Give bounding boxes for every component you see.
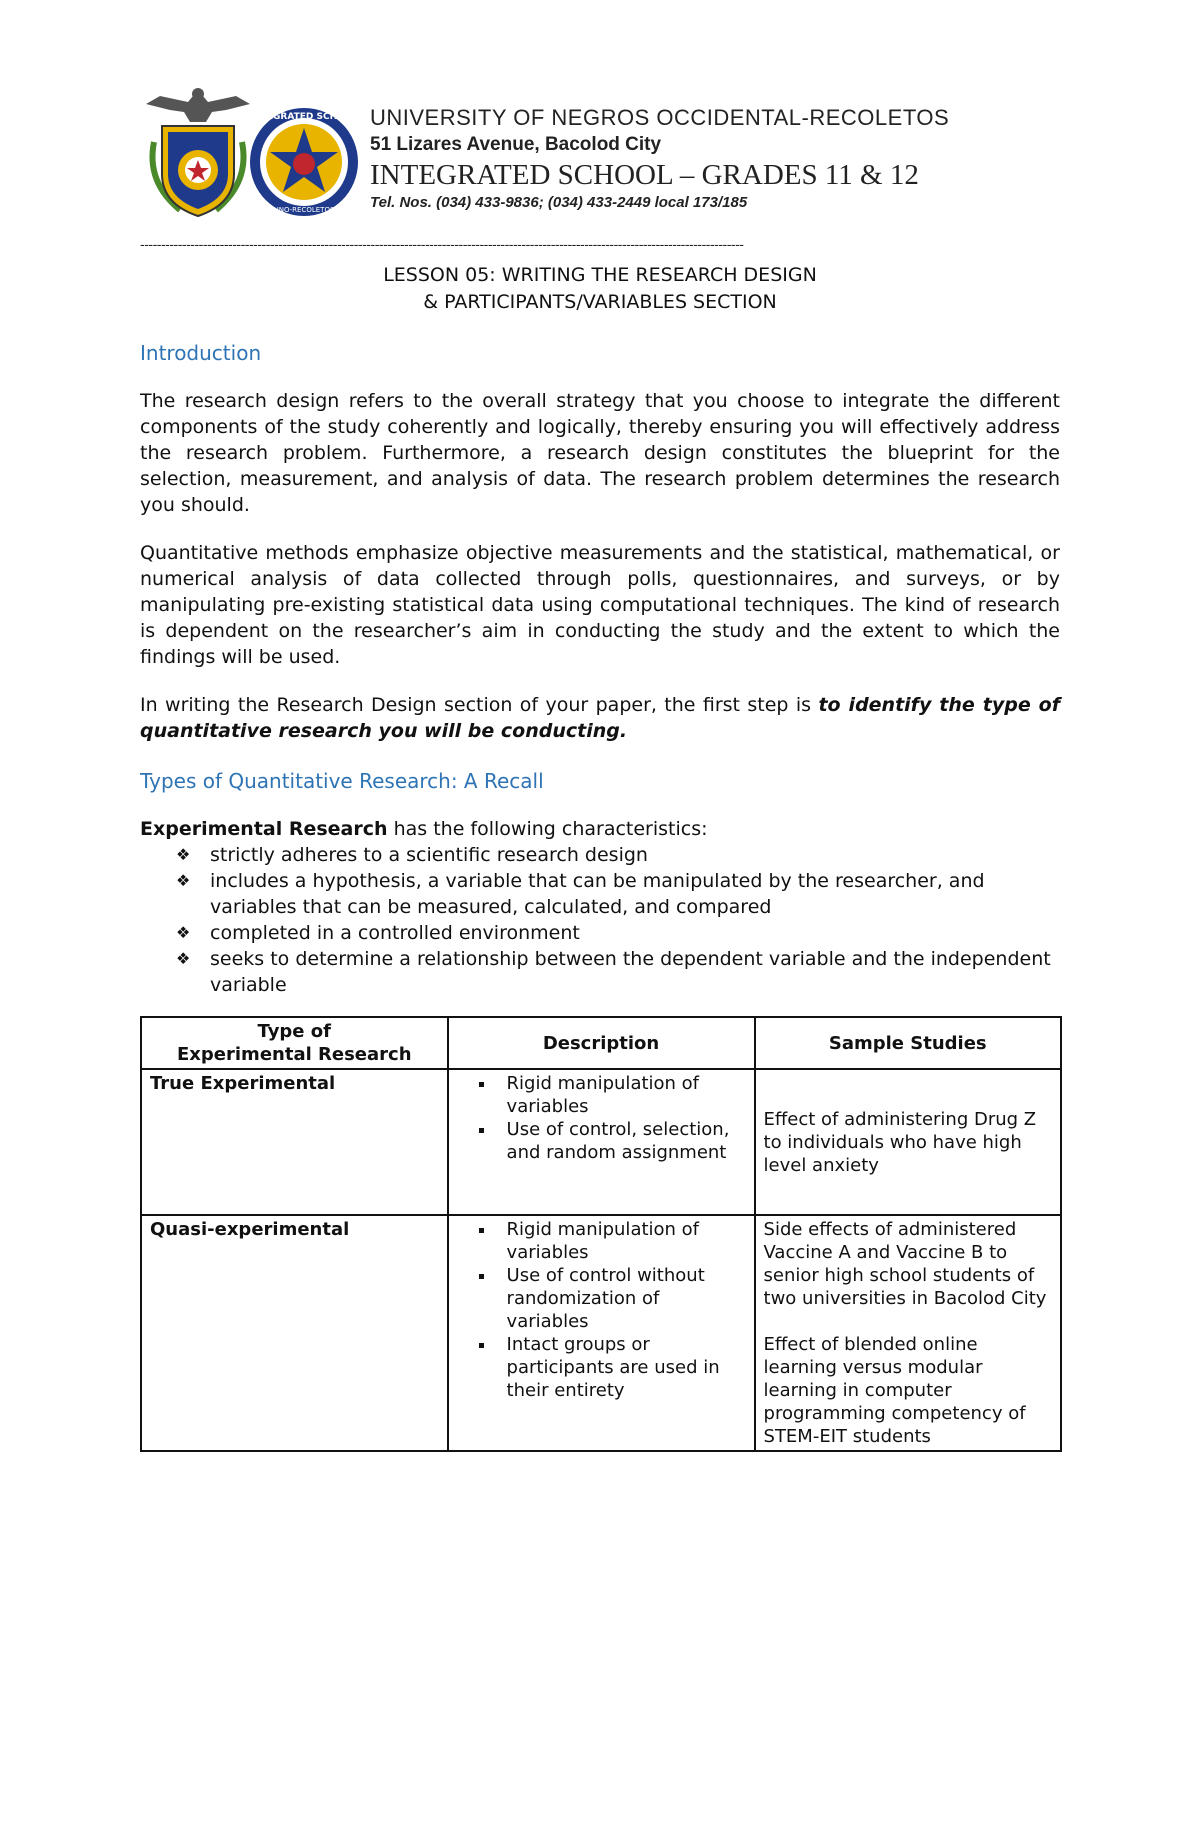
- diamond-bullet-icon: ❖: [176, 923, 191, 942]
- intro-paragraph-3-text: In writing the Research Design section of your paper, the first step is: [140, 694, 819, 716]
- type-cell: Quasi-experimental: [141, 1215, 448, 1451]
- sample-cell: [755, 1069, 1061, 1215]
- diamond-bullet-icon: ❖: [176, 845, 191, 864]
- logo2-bottom-text: UNO-RECOLETOS: [273, 206, 335, 214]
- intro-paragraph-3-emphasis: to identify the type of quantitative research you will be conducting.: [140, 694, 1060, 742]
- header-separator: ------------------------------------------------------------------------------------------------------------------------------------------------: [140, 238, 744, 253]
- types-heading: Types of Quantitative Research: A Recall: [140, 769, 544, 793]
- characteristic-text: seeks to determine a relationship between the dependent variable and the independent variable: [210, 948, 1051, 996]
- header-type: [141, 1017, 448, 1069]
- intro-paragraph-2: Quantitative methods emphasize objective measurements and the statistical, mathematical, or numerical analysis of data collected through polls, questionnaires, and surveys, or by manipulating pre-existing statistical data using computational techniques. The kind of research is dependent on the researcher’s aim in conducting the study and the extent to which the findings will be used.: [140, 542, 1060, 668]
- experimental-intro: [140, 816, 1060, 842]
- header-type-line2: Experimental Research: [177, 1044, 412, 1065]
- table-row: [141, 1069, 1061, 1215]
- lesson-title: [140, 262, 1060, 316]
- letterhead-text: [370, 104, 1070, 214]
- list-item: Rigid manipulation of variables: [507, 1072, 746, 1118]
- list-item: [176, 946, 1060, 998]
- telephone-numbers: Tel. Nos. (034) 433-9836; (034) 433-2449 local 173/185: [370, 194, 748, 211]
- sample-study: Side effects of administered Vaccine A and Vaccine B to senior high school students of two universities in Bacolod City: [763, 1219, 1047, 1309]
- description-list: [457, 1218, 746, 1402]
- type-cell: True Experimental: [141, 1069, 448, 1215]
- experimental-label: Experimental Research: [140, 818, 388, 840]
- description-cell: [448, 1215, 755, 1451]
- characteristic-text: completed in a controlled environment: [210, 922, 580, 944]
- list-item: [176, 842, 1060, 868]
- experimental-suffix: has the following characteristics:: [387, 818, 708, 840]
- experimental-types-table: [140, 1016, 1062, 1452]
- characteristic-text: strictly adheres to a scientific research design: [210, 844, 648, 866]
- table-row: [141, 1215, 1061, 1451]
- lesson-title-line2: & PARTICIPANTS/VARIABLES SECTION: [423, 291, 777, 313]
- list-item: [176, 868, 1060, 920]
- diamond-bullet-icon: ❖: [176, 949, 191, 968]
- intro-paragraph-1: The research design refers to the overall strategy that you choose to integrate the different components of the study coherently and logically, thereby ensuring you will effectively address the research problem. Furthermore, a research design constitutes the blueprint for the selection, measurement, and analysis of data. The research problem determines the research you should.: [140, 390, 1060, 516]
- header-type-line1: Type of: [257, 1021, 331, 1042]
- introduction-heading: Introduction: [140, 341, 262, 365]
- list-item: Rigid manipulation of variables: [507, 1218, 746, 1264]
- header-sample-studies: Sample Studies: [755, 1017, 1061, 1069]
- logo2-top-text: INTEGRATED SCHOOL: [249, 112, 359, 122]
- letterhead: [140, 82, 1060, 232]
- characteristic-text: includes a hypothesis, a variable that can be manipulated by the researcher, and variables that can be measured, calculated, and compared: [210, 870, 985, 918]
- lesson-title-line1: LESSON 05: WRITING THE RESEARCH DESIGN: [383, 264, 817, 286]
- integrated-school-logo: [248, 106, 360, 218]
- school-name: INTEGRATED SCHOOL – GRADES 11 & 12: [370, 159, 919, 191]
- sample-cell: [755, 1215, 1061, 1451]
- university-address: 51 Lizares Avenue, Bacolod City: [370, 134, 662, 155]
- lesson-content: [140, 262, 1060, 998]
- list-item: Use of control without randomization of variables: [507, 1264, 746, 1333]
- list-item: [176, 920, 1060, 946]
- sample-study: Effect of blended online learning versus modular learning in computer programming competency of STEM-EIT students: [763, 1334, 1026, 1447]
- list-item: Intact groups or participants are used in their entirety: [507, 1333, 746, 1402]
- table-header-row: [141, 1017, 1061, 1069]
- description-list: [457, 1072, 746, 1164]
- list-item: Use of control, selection, and random assignment: [507, 1118, 746, 1164]
- header-description: Description: [448, 1017, 755, 1069]
- sample-study: Effect of administering Drug Z to individuals who have high level anxiety: [763, 1108, 1037, 1176]
- description-cell: [448, 1069, 755, 1215]
- university-name: UNIVERSITY OF NEGROS OCCIDENTAL-RECOLETOS: [370, 105, 950, 130]
- characteristics-list: [140, 842, 1060, 998]
- university-seal-logo: [140, 82, 256, 222]
- diamond-bullet-icon: ❖: [176, 871, 191, 890]
- intro-paragraph-3: [140, 692, 1060, 744]
